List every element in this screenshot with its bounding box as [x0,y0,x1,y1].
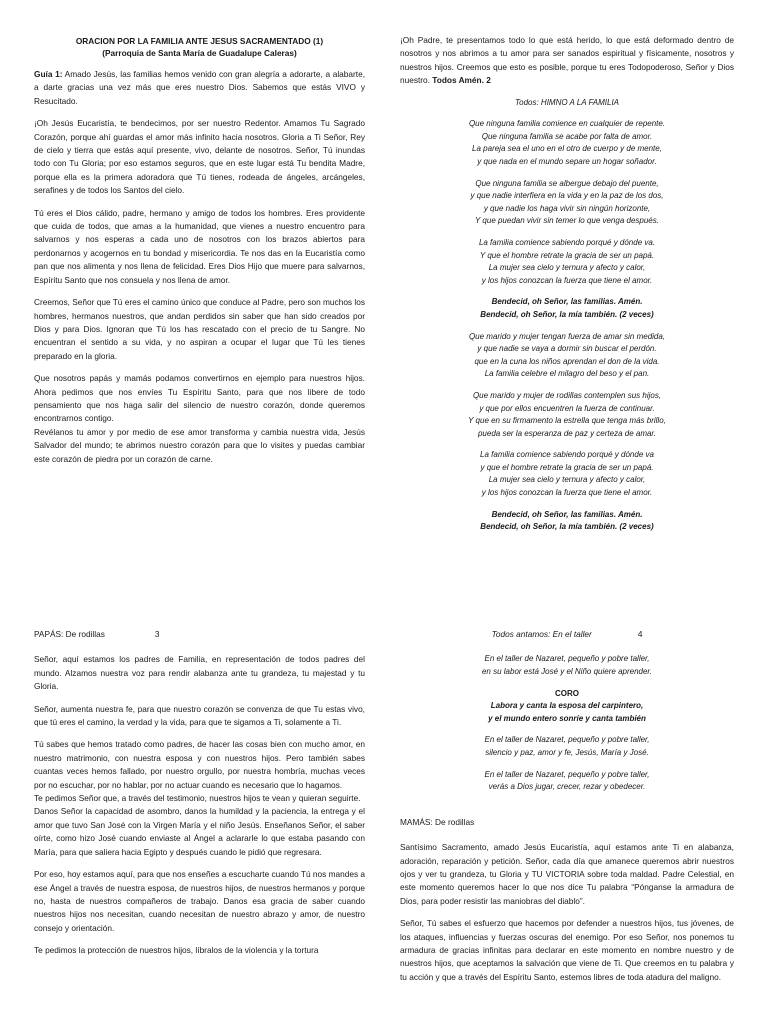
section-header-label: MAMÁS: De rodillas [400,816,475,827]
hymn-chorus: Bendecid, oh Señor, las familias. Amén. Bendecid, oh Señor, la mía también. (2 veces) [480,509,654,532]
paragraph: Tú sabes que hemos tratado como padres, de hacer las cosas bien con mucho amor, en nuestro matrimonio, con nuestra esposa y con nuestros hijos. Pero también sabes cuantas veces hemos fallado, por nuestro orgullo, por nuestra hombría, muchas veces por no escuchar, por no hablar, por no actuar cuando es necesario que lo hagamos. [34,739,365,790]
prayer-column-top-left [34,36,365,475]
hymn-stanza: Que ninguna familia se albergue debajo del puente, y que nadie interfiera en la vida y en la paz de los dos, y que nadie los haga vivir sin ningún horizonte, Y que puedan vivir sin temer lo que venga después. [470,178,664,226]
song-stanza: En el taller de Nazaret, pequeño y pobre taller, verás a Dios jugar, crecer, rezar y obedecer. [484,769,650,792]
hymn-title: Todos: HIMNO A LA FAMILIA [514,97,620,107]
hymn-chorus: Bendecid, oh Señor, las familias. Amén. Bendecid, oh Señor, la mía también. (2 veces) [480,297,654,319]
section-header-label: Todos antamos: En el taller [491,629,592,639]
hymn-stanza: Que marido y mujer de rodillas contemplen sus hijos, y que por ellos encuentren la fuerza de continuar. Y que en su firmamento la estrella que tenga más brillo, pueda ser la esperanza de paz y certeza de amar. [468,390,666,438]
amen-line: Todos Amén. 2 [432,75,491,86]
hymn-stanza: Que ninguna familia comience en cualquier de repente. Que ninguna familia se acabe por falta de amor. La pareja sea el uno en el otro de cuerpo y de mente, y que nada en el mundo separe un hogar soñador. [468,119,666,166]
page-number: 4 [637,629,643,639]
guia-label: Guía 1: [34,69,63,79]
paragraph: ¡Oh Jesús Eucaristía, te bendecimos, por ser nuestro Redentor. Amamos Tu Sagrado Corazón, porque ahí guardas el amor más infinito hacia nosotros. Gloria a Ti Señor, Rey de cielo y tierra que estás aquí presente, vivo, delante de nosotros. Señor, Tú inundas todo con Tu Gloria; por eso estamos seguros, que en este lugar está Tu bendita Madre, porque ella es la primera adoradora que Tú tienes, rodeada de ángeles, arcángeles, serafines y de todos los Santos del cielo. [34,118,365,196]
paragraph: Señor, aquí estamos los padres de Familia, en representación de todos padres del mundo. Alzamos nuestra voz para rendir alabanza ante tu grandeza, tu majestad y tu Gloria. [34,654,365,692]
hymn-stanza: La familia comience sabiendo porqué y dónde va. Y que el hombre retrate la gracia de ser un papá. La mujer sea cielo y ternura y afecto y calor, y los hijos conozcan la fuerza que tiene el amor. [478,237,656,285]
paragraph: Señor, Tú sabes el esfuerzo que hacemos por defender a nuestros hijos, tus jóvenes, de los ataques, influencias y fuerzas oscuras del enemigo. Por eso Señor, nos ponemos tu armadura de gracias infinitas para declarar en este momento en nombre nuestro y de nuestros hijos, que aceptamos la salvación que viene de Ti. Que creemos en tu palabra y tu acción y que a través del Espíritu Santo, estemos libres de toda atadura del maligno. [400,918,734,982]
prayer-column-bottom-left [34,628,365,967]
paragraph: Por eso, hoy estamos aquí, para que nos enseñes a escucharte cuando Tú nos mandes a ese Ángel a través de nuestra esposa, de nuestros hijos, de nuestros hermanos y porque no, hasta de nuestros compañeros de trabajo. Danos esa gracia de saber cuando nuestros hijos nos necesitan, cuando necesitan de nuestro abrazo y amor, de nuestro consejo y orientación. [34,869,366,933]
chorus-label: CORO [555,688,579,698]
paragraph: Tú eres el Dios cálido, padre, hermano y amigo de todos los hombres. Eres providente que cuida de todos, que amas a la humanidad, que vienes a nuestro encuentro para salvarnos y nos esperas a cada uno de nosotros con los brazos abiertos para perdonarnos y acogernos en tu bondad y misericordia. Te nos das en la Eucaristía como pan que nos alimenta y nos llena de felicidad. Eres Dios Hijo que muere para salvarnos, Espíritu Santo que nos consuela y nos llena de amor. [34,207,365,285]
song-stanza: En el taller de Nazaret, pequeño y pobre taller, silencio y paz, amor y fe, Jesús, María y José. [484,735,650,757]
hymn-stanza: Que marido y mujer tengan fuerza de amar sin medida, y que nadie se vaya a dormir sin buscar el perdón. que en la cuna los niños aprendan el don de la vida. La familia celebre el milagro del beso y el pan. [468,331,666,379]
paragraph: Señor, aumenta nuestra fe, para que nuestro corazón se convenza de que Tu estas vivo, que tú eres el camino, la verdad y la vida, para que te sigamos a Ti, solamente a Ti. [34,703,365,728]
section-header-label: PAPÁS: De rodillas [34,629,105,639]
paragraph: Revélanos tu amor y por medio de ese amor transforma y cambia nuestra vida, Jesús Salvador del mundo; te abrimos nuestro corazón para que lo visites y puedas cambiar este corazón de piedra por un corazón de carne. [34,426,365,464]
paragraph: Danos Señor la capacidad de asombro, danos la humildad y la paciencia, la entrega y el amor que tuvo San José con la Virgen María y el niño Jesús. Enseñanos Señor, el saber oírte, como hizo José cuando enviaste al Ángel a aclararle lo que estaba pasando con María, para que saliera hacia Egipto y después cuando le pidió que regresara. [34,806,365,857]
paragraph: Te pedimos Señor que, a través del testimonio, nuestros hijos te vean y quieran seguirte. [34,793,361,804]
document-title: ORACION POR LA FAMILIA ANTE JESUS SACRAMENTADO (1) (Parroquia de Santa María de Guadalupe Caleras) [75,36,324,58]
paragraph: Creemos, Señor que Tú eres el camino único que conduce al Padre, pero son muchos los hombres, hermanos nuestros, que andan perdidos sin saber que han sido creados por Dios y para Dios. Ignoran que Tú los has rescatado con el precio de tu Sangre. No encuentran el sentido a su vida, y no aspiran a ocupar el lugar que Tú les tienes preparado en la gloria. [34,297,365,361]
section-header [34,628,365,641]
paragraph: ¡Oh Padre, te presentamos todo lo que está herido, lo que está deformado dentro de nosotros y nos abrimos a tu amor para ser sanados espiritual y físicamente, nosotros y nuestros hijos. Creemos que esto es posible, porque tu eres Todopoderoso, Señor y Dios nuestro. Todos Amén. 2 [400,35,734,86]
song-stanza: En el taller de Nazaret, pequeño y pobre taller, en su labor está José y el Niño quiere aprender. [481,654,653,676]
paragraph: Te pedimos la protección de nuestros hijos, líbralos de la violencia y la tortura [34,945,319,956]
hymn-stanza: La familia comience sabiendo porqué y dónde va y que el hombre retrate la gracia de ser un papá. La mujer sea cielo y ternura y afecto y calor, y los hijos conozcan la fuerza que tiene el amor. [480,450,654,498]
prayer-column-bottom-right [400,628,734,993]
page-number: 3 [154,629,160,639]
paragraph: Santísimo Sacramento, amado Jesús Eucaristía, aquí estamos ante Ti en alabanza, adoración, reparación y petición. Señor, cada día que amanece queremos abrir nuestros ojos y ver tu grandeza, tu Gloria y TU VICTORIA sobre toda maldad. Padre Celestial, en este momento queremos hacer lo que nos dice Tu palabra “Pónganse la armadura de Dios, para poder resistir las maniobras del diablo”. [400,842,734,906]
paragraph: Que nosotros papás y mamás podamos convertirnos en ejemplo para nuestros hijos. Ahora pedimos que nos envíes Tu Espíritu Santo, para que nos libere de todo pensamiento que nos haga salir del silencio de nuestro corazón, donde queremos encontrarnos contigo. [34,373,365,424]
guia-paragraph: Guía 1: Amado Jesús, las familias hemos venido con gran alegría a adorarte, a alabarte, a darte gracias una vez más que eres nuestro Dios. Sabemos que estás VIVO y Resucitado. [34,69,366,106]
section-header [400,628,734,641]
prayer-column-top-right [400,34,734,543]
song-chorus: Labora y canta la esposa del carpintero, y el mundo entero sonríe y canta también [488,701,646,723]
